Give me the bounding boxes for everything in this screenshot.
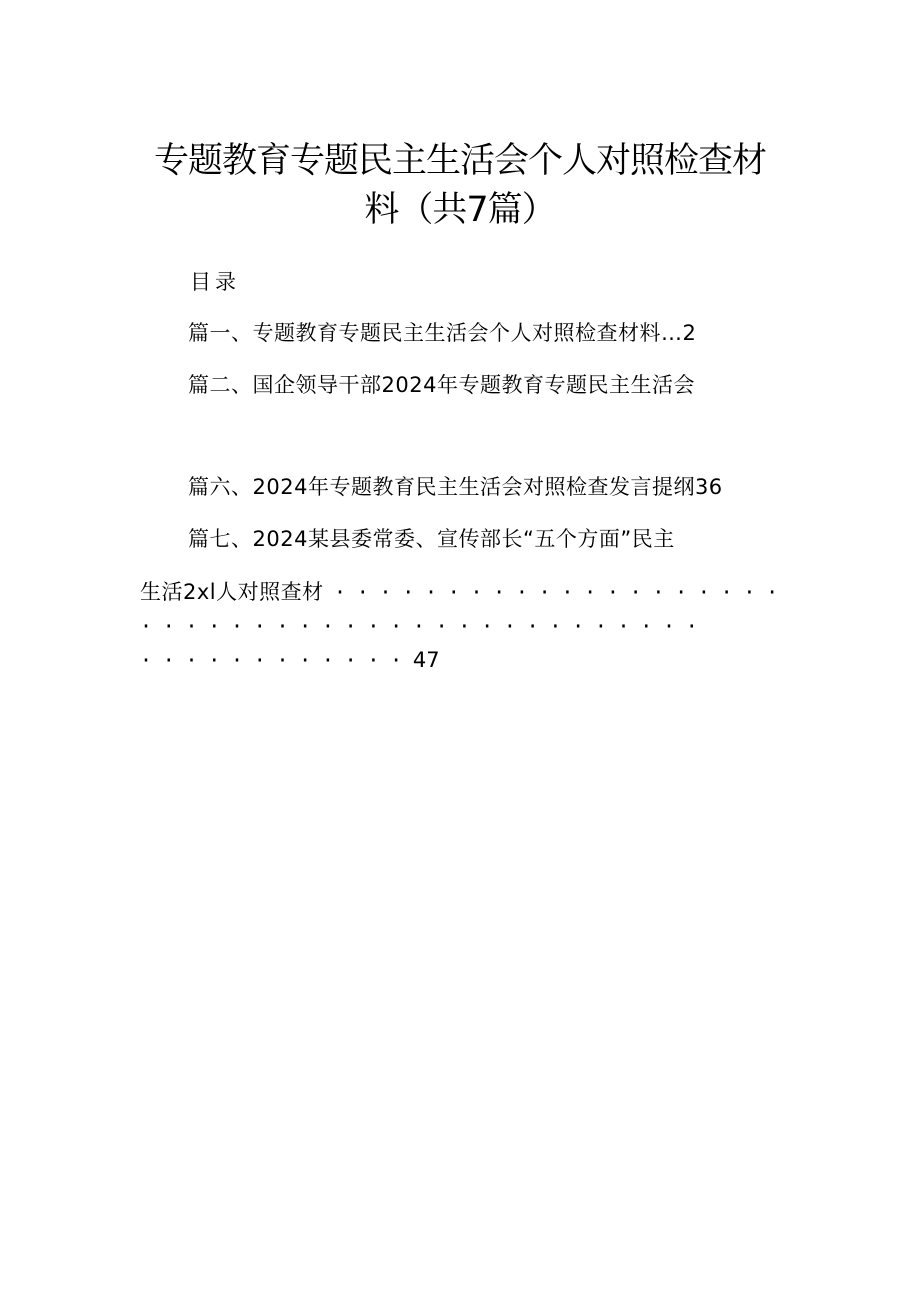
toc-entry-1[interactable]: 篇一、专题教育专题民主生活会个人对照检查材料…2	[188, 321, 697, 345]
document-title-line-1: 专题教育专题民主生活会个人对照检查材	[153, 141, 766, 181]
toc-page-number: 47	[412, 648, 440, 672]
toc-entry-7[interactable]: 篇七、2024某县委常委、宣传部长“五个方面”民主	[188, 527, 675, 551]
toc-entry-6[interactable]: 篇六、2024年专题教育民主生活会对照检查发言提纲36	[188, 475, 723, 499]
toc-leader-dots-3	[140, 646, 440, 674]
document-title-line-2: 料（共7篇）	[364, 190, 556, 230]
toc-heading: 目录	[190, 270, 240, 294]
leader-dots-text: ············	[140, 648, 413, 672]
toc-entry-2[interactable]: 篇二、国企领导干部2024年专题教育专题民主生活会	[188, 373, 695, 397]
toc-leader-dots-1: ····················	[334, 580, 789, 604]
toc-entry-7-continuation[interactable]: 生活2xl人对照查材	[140, 580, 324, 604]
toc-leader-dots-2: ·························	[140, 614, 709, 638]
